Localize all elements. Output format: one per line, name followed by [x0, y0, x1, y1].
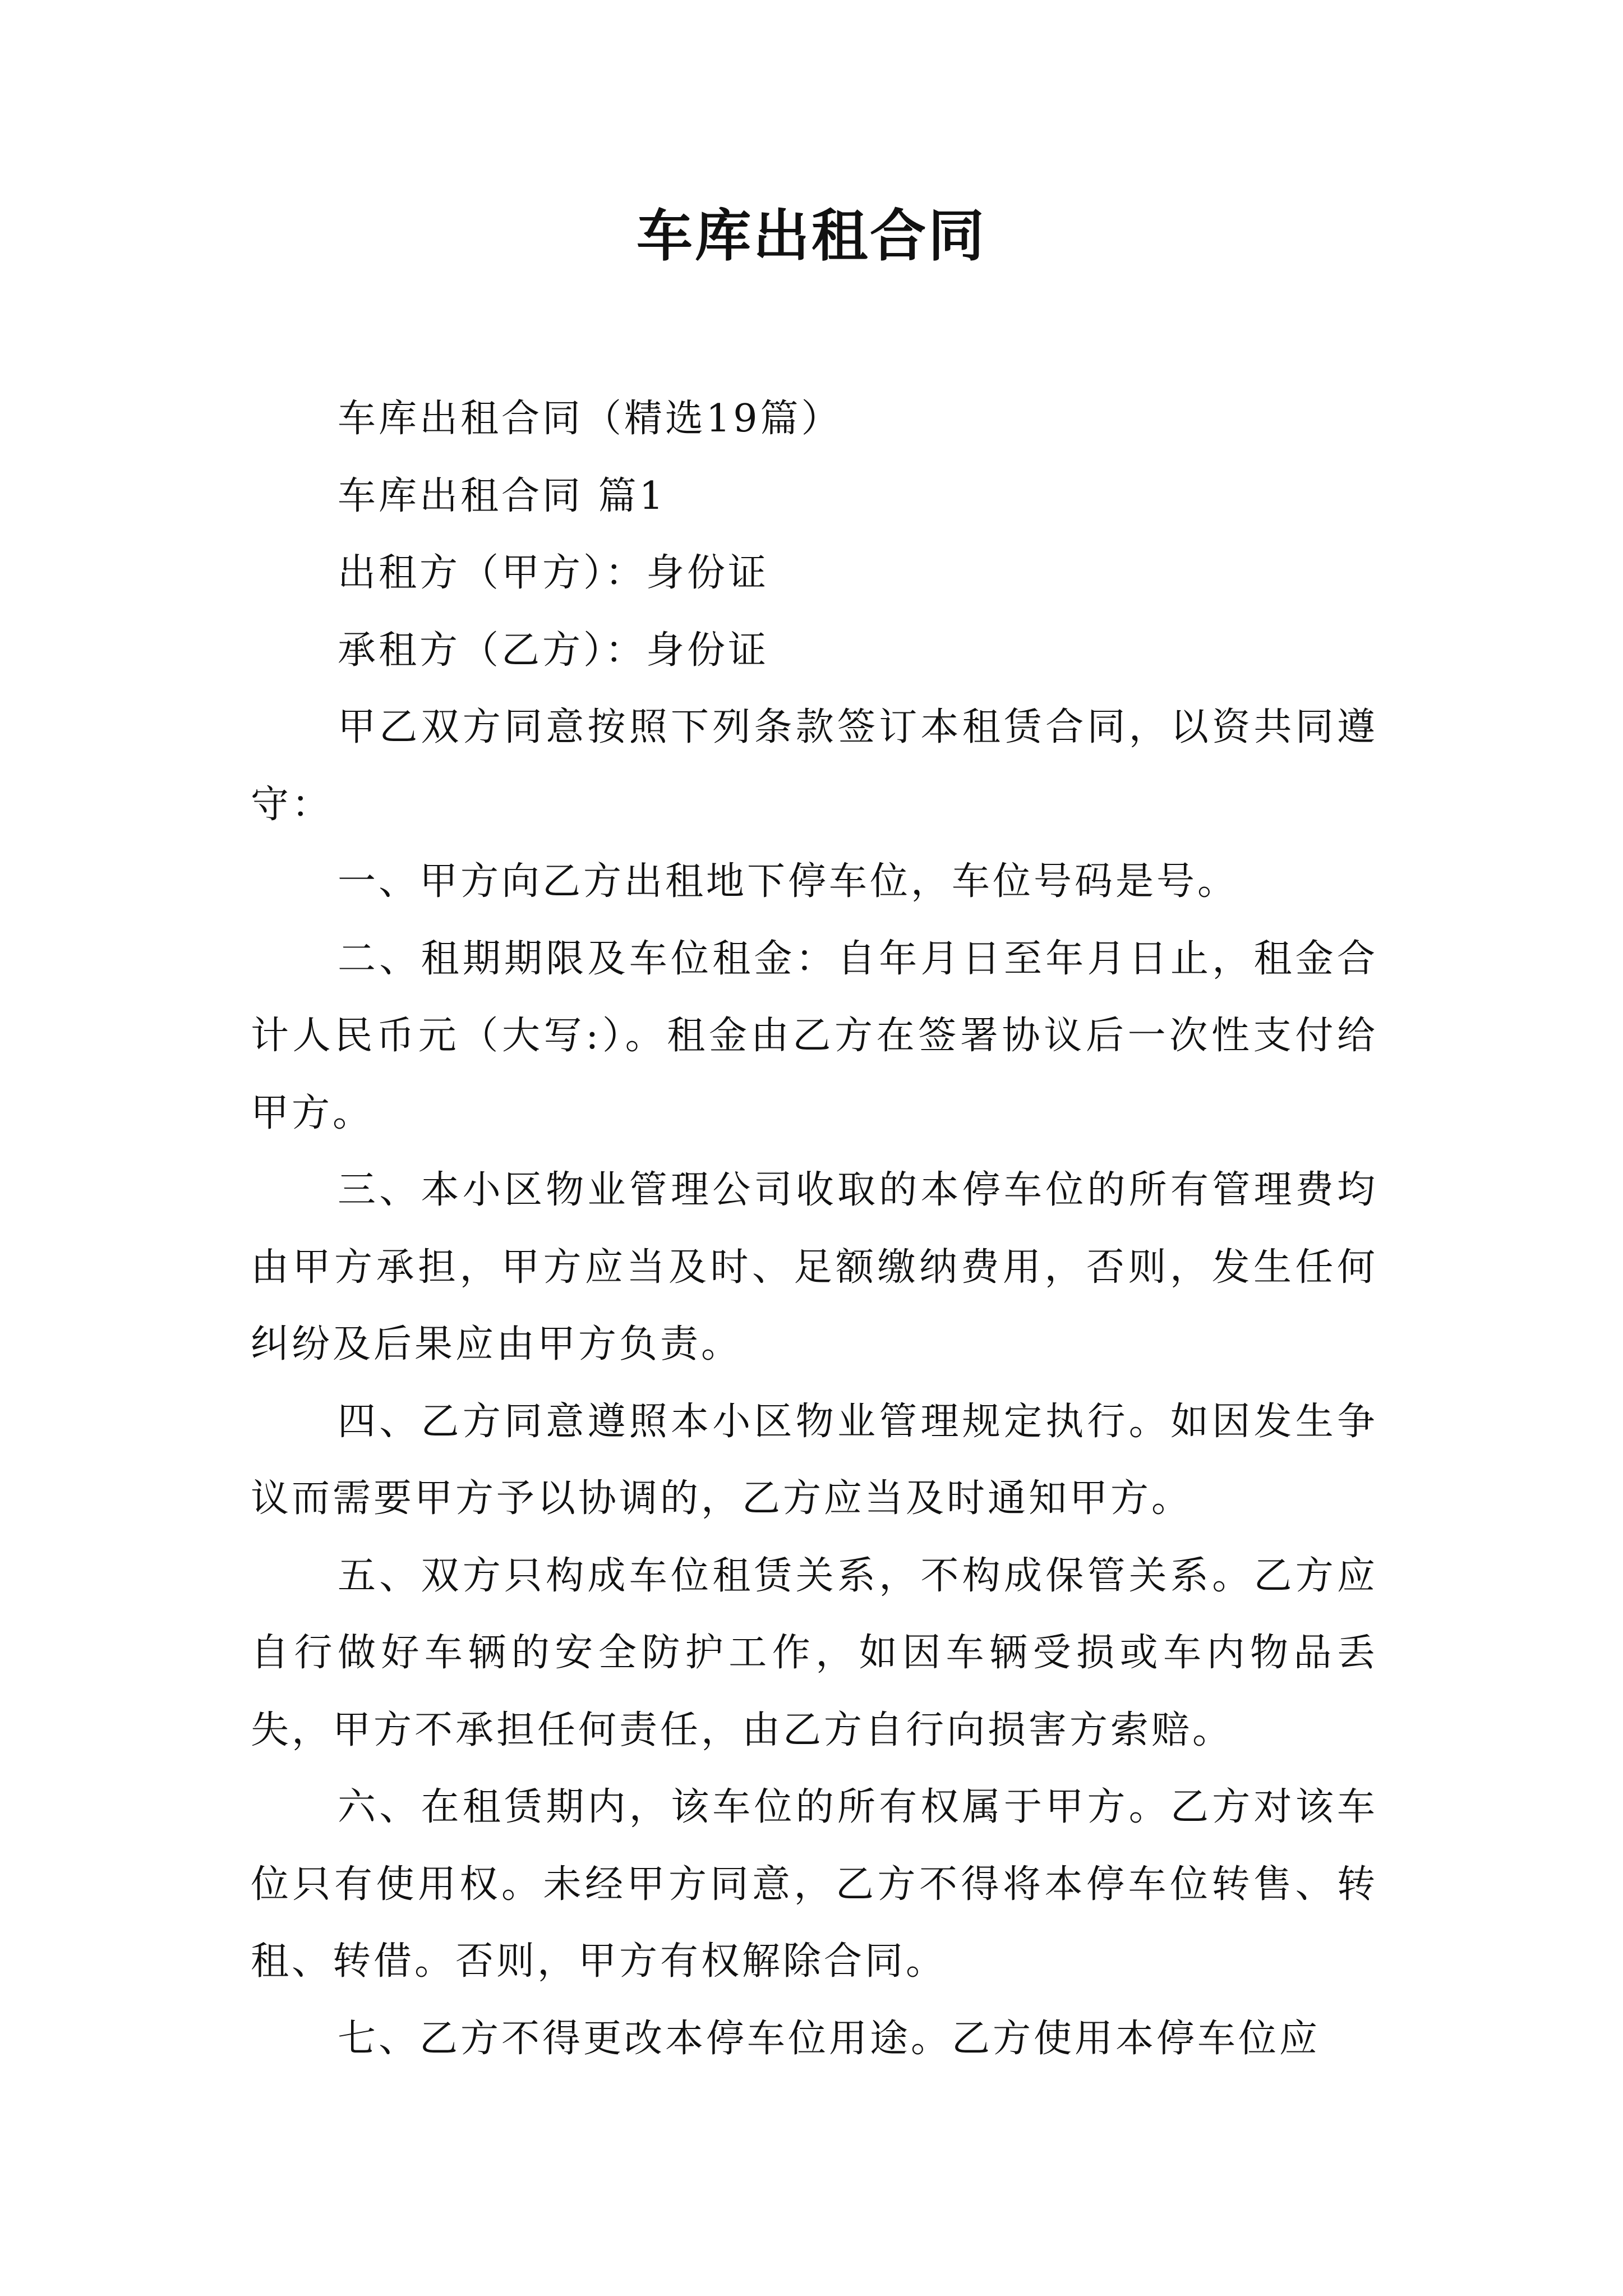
paragraph-clause-7: 七、乙方不得更改本停车位用途。乙方使用本停车位应: [338, 2016, 1321, 2061]
paragraph-lessor: 出租方（甲方）：身份证: [338, 551, 769, 595]
paragraph-clause-3: 三、本小区物业管理公司收取的本停车位的所有管理费均由甲方承担，甲方应当及时、足额缴纳费用，否则，发生任何纠纷及后果应由甲方负责。: [251, 1168, 1378, 1366]
document-body: [251, 380, 1378, 2077]
paragraph-clause-1: 一、甲方向乙方出租地下停车位，车位号码是号。: [338, 859, 1239, 904]
paragraph-section-heading: 车库出租合同 篇1: [338, 473, 666, 518]
paragraph-lessee: 承租方（乙方）：身份证: [338, 628, 769, 673]
paragraph-subtitle: 车库出租合同（精选19篇）: [338, 397, 842, 441]
paragraph-clause-4: 四、乙方同意遵照本小区物业管理规定执行。如因发生争议而需要甲方予以协调的，乙方应当及时通知甲方。: [251, 1399, 1378, 1521]
paragraph-clause-6: 六、在租赁期内，该车位的所有权属于甲方。乙方对该车位只有使用权。未经甲方同意，乙方不得将本停车位转售、转租、转借。否则，甲方有权解除合同。: [251, 1785, 1378, 1984]
paragraph-clause-5: 五、双方只构成车位租赁关系，不构成保管关系。乙方应自行做好车辆的安全防护工作，如因车辆受损或车内物品丢失，甲方不承担任何责任，由乙方自行向损害方索赔。: [251, 1553, 1378, 1752]
paragraph-preamble: 甲乙双方同意按照下列条款签订本租赁合同，以资共同遵守：: [251, 705, 1378, 827]
document-title: 车库出租合同: [637, 203, 986, 269]
paragraph-clause-2: 二、租期期限及车位租金：自年月日至年月日止，租金合计人民币元（大写:）。租金由乙方在签署协议后一次性支付给甲方。: [251, 936, 1378, 1135]
